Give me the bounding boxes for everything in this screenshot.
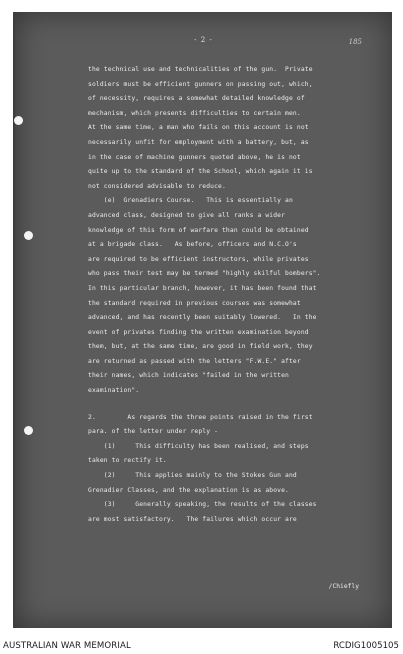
text-line: (e) Grenadiers Course. This is essentially an bbox=[88, 197, 293, 205]
punch-hole bbox=[24, 426, 33, 435]
text-line: are most satisfactory. The failures which occur are bbox=[88, 515, 297, 523]
text-line: are returned as passed with the letters "F.W.E." after bbox=[88, 357, 301, 365]
text-line: (1) This difficulty has been realised, and steps bbox=[88, 442, 309, 450]
text-line: them, but, at the same time, are good in field work, they bbox=[88, 343, 313, 351]
text-line: are required to be efficient instructors, while privates bbox=[88, 255, 309, 263]
text-line: event of privates finding the written examination beyond bbox=[88, 328, 309, 336]
punch-hole bbox=[14, 116, 23, 125]
text-line: In this particular branch, however, it has been found that bbox=[88, 284, 317, 292]
text-line: at a brigade class. As before, officers and N.C.O's bbox=[88, 241, 297, 249]
text-line: not considered advisable to reduce. bbox=[88, 182, 226, 190]
text-line: advanced class, designed to give all ranks a wider bbox=[88, 211, 286, 219]
text-line: who pass their test may be termed "highly skilful bombers". bbox=[88, 270, 321, 278]
text-line: (2) This applies mainly to the Stokes Gun and bbox=[88, 472, 297, 480]
text-line: quite up to the standard of the School, which again it is bbox=[88, 168, 313, 176]
text-line: examination". bbox=[88, 387, 140, 395]
text-line: knowledge of this form of warfare than could be obtained bbox=[88, 226, 309, 234]
page-number: - 2 - bbox=[194, 36, 213, 44]
punch-hole bbox=[24, 231, 33, 240]
text-line: 2. As regards the three points raised in the first bbox=[88, 413, 313, 421]
text-line: in the case of machine gunners quoted above, he is not bbox=[88, 153, 301, 161]
text-line: At the same time, a man who fails on this account is not bbox=[88, 124, 309, 132]
text-line: (3) Generally speaking, the results of the classes bbox=[88, 501, 317, 509]
catchword: /Chiefly bbox=[328, 583, 359, 590]
text-line: soldiers must be efficient gunners on passing out, which, bbox=[88, 80, 313, 88]
folio-mark: 185 bbox=[348, 38, 362, 46]
archive-footer bbox=[0, 628, 403, 654]
text-line: taken to rectify it. bbox=[88, 457, 167, 465]
text-line: the technical use and technicalities of the gun. Private bbox=[88, 66, 313, 73]
institution-label: AUSTRALIAN WAR MEMORIAL bbox=[3, 641, 131, 651]
text-line: advanced, and has recently been suitably lowered. In the bbox=[88, 314, 317, 322]
text-line: their names, which indicates "failed in the written bbox=[88, 372, 289, 380]
text-line: para. of the letter under reply - bbox=[88, 428, 219, 436]
text-line: necessarily unfit for employment with a battery, but, as bbox=[88, 138, 309, 146]
text-line: Grenadier Classes, and the explanation is as above. bbox=[88, 486, 289, 494]
paragraph-spacer bbox=[88, 399, 380, 411]
record-id: RCDIG1005105 bbox=[333, 641, 399, 651]
text-line: of necessity, requires a somewhat detailed knowledge of bbox=[88, 95, 305, 103]
letter-body bbox=[88, 63, 380, 527]
text-line: mechanism, which presents difficulties to certain men. bbox=[88, 109, 301, 117]
text-line: the standard required in previous courses was somewhat bbox=[88, 299, 301, 307]
